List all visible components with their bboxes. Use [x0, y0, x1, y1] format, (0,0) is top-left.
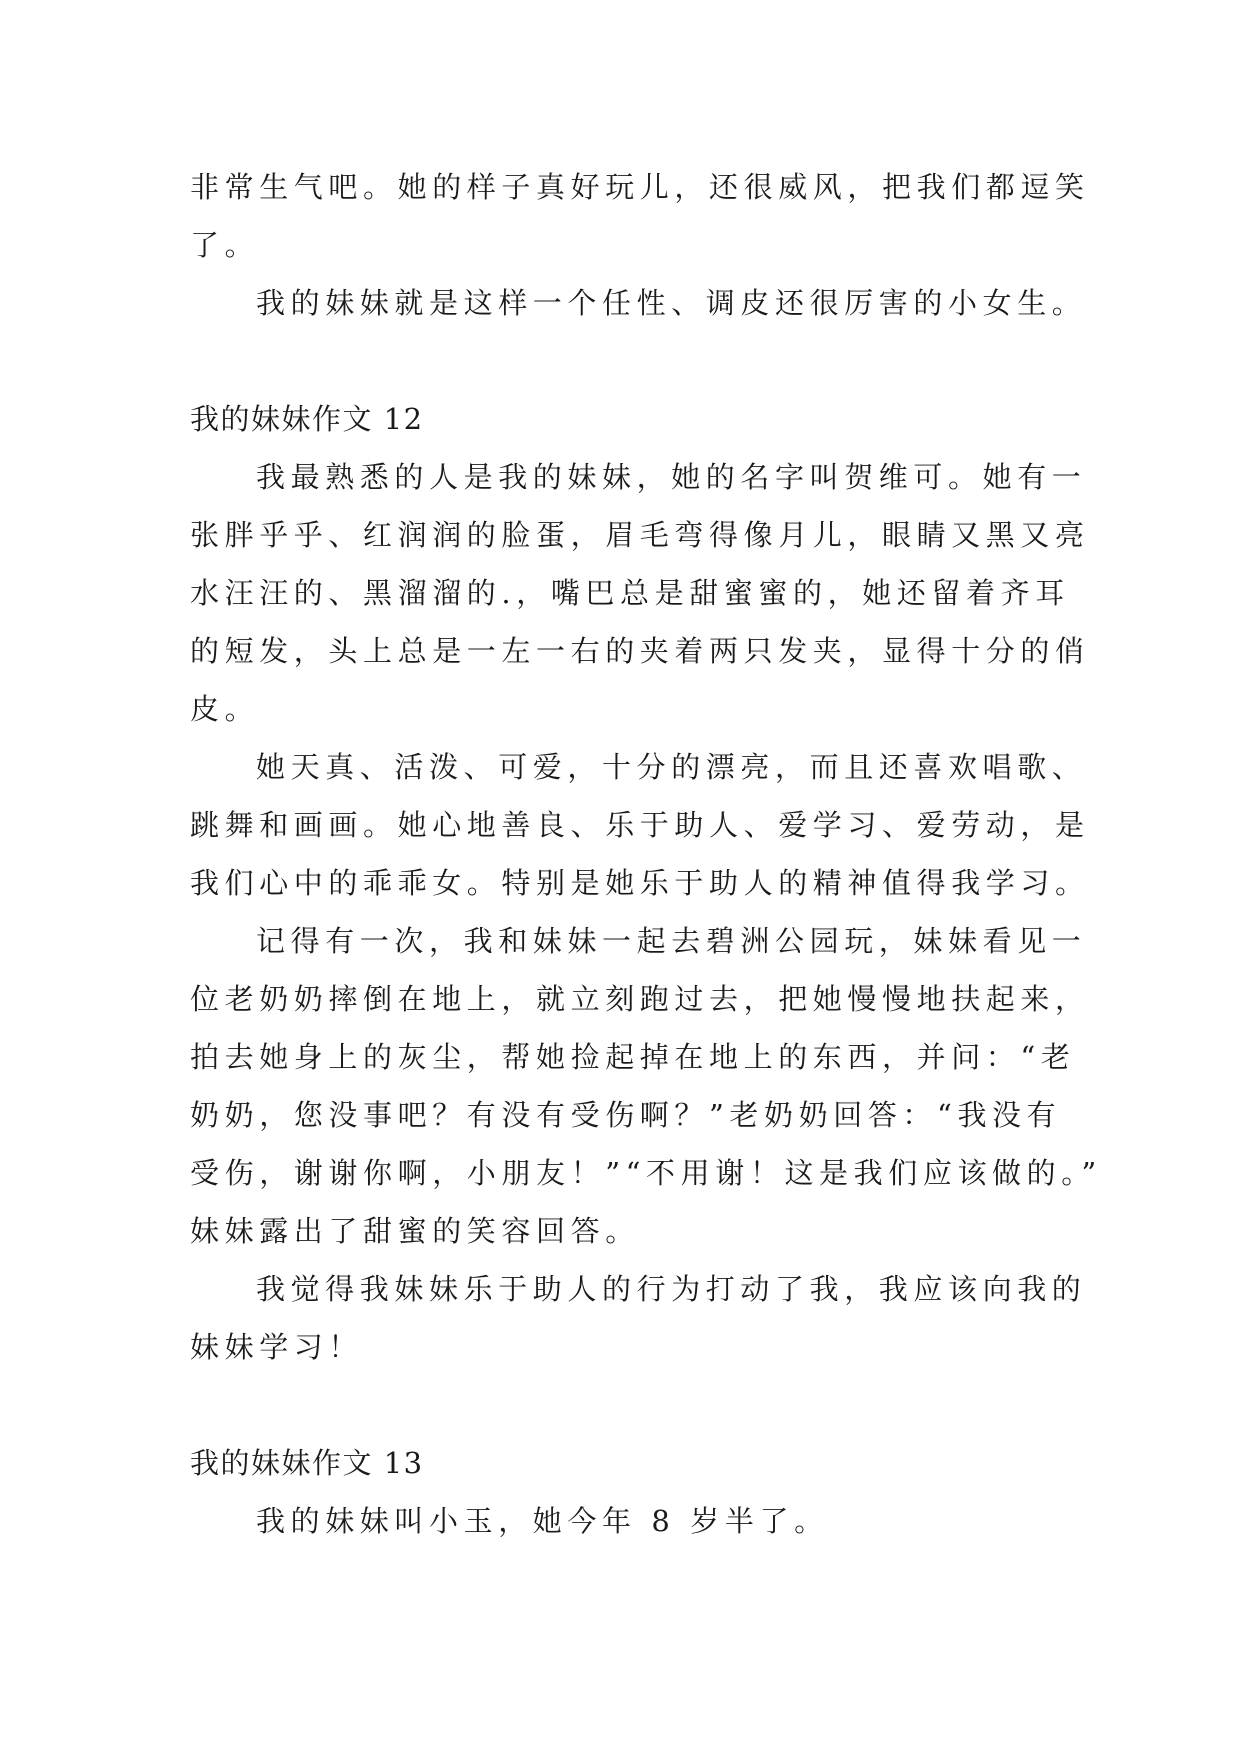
paragraph-line: 拍去她身上的灰尘，帮她捡起掉在地上的东西，并问：“老 [190, 1040, 1076, 1074]
paragraph-line: 的短发，头上总是一左一右的夹着两只发夹，显得十分的俏 [190, 634, 1090, 668]
section-gap [190, 332, 1060, 390]
paragraph-line: 我觉得我妹妹乐于助人的行为打动了我，我应该向我的 [256, 1272, 1087, 1306]
paragraph-line: 妹妹学习！ [190, 1330, 364, 1364]
paragraph-line: 非常生气吧。她的样子真好玩儿，还很威风，把我们都逗笑 [190, 170, 1090, 204]
essay-title-12: 我的妹妹作文 12 [190, 402, 424, 436]
paragraph-line: 我的妹妹就是这样一个任性、调皮还很厉害的小女生。 [256, 286, 1087, 320]
paragraph-line: 我最熟悉的人是我的妹妹，她的名字叫贺维可。她有一 [256, 460, 1087, 494]
paragraph-line: 张胖乎乎、红润润的脸蛋，眉毛弯得像月儿，眼睛又黑又亮 [190, 518, 1090, 552]
document-body [190, 158, 1102, 1550]
paragraph-line: 妹妹露出了甜蜜的笑容回答。 [190, 1214, 640, 1248]
paragraph-line: 跳舞和画画。她心地善良、乐于助人、爱学习、爱劳动，是 [190, 808, 1090, 842]
paragraph-line: 水汪汪的、黑溜溜的.，嘴巴总是甜蜜蜜的，她还留着齐耳 [190, 576, 1070, 610]
paragraph-line: 她天真、活泼、可爱，十分的漂亮，而且还喜欢唱歌、 [256, 750, 1087, 784]
paragraph-line: 我的妹妹叫小玉，她今年 8 岁半了。 [256, 1504, 829, 1538]
paragraph-line: 皮。 [190, 692, 260, 726]
paragraph-line: 奶奶，您没事吧？有没有受伤啊？”老奶奶回答：“我没有 [190, 1098, 1062, 1132]
paragraph-line: 位老奶奶摔倒在地上，就立刻跑过去，把她慢慢地扶起来， [190, 982, 1090, 1016]
paragraph-line: 了。 [190, 228, 260, 262]
essay-title-13: 我的妹妹作文 13 [190, 1446, 424, 1480]
paragraph-line: 受伤，谢谢你啊，小朋友！”“不用谢！这是我们应该做的。” [190, 1156, 1102, 1190]
section-gap [190, 1376, 1060, 1434]
paragraph-line: 记得有一次，我和妹妹一起去碧洲公园玩，妹妹看见一 [256, 924, 1087, 958]
paragraph-line: 我们心中的乖乖女。特别是她乐于助人的精神值得我学习。 [190, 866, 1090, 900]
